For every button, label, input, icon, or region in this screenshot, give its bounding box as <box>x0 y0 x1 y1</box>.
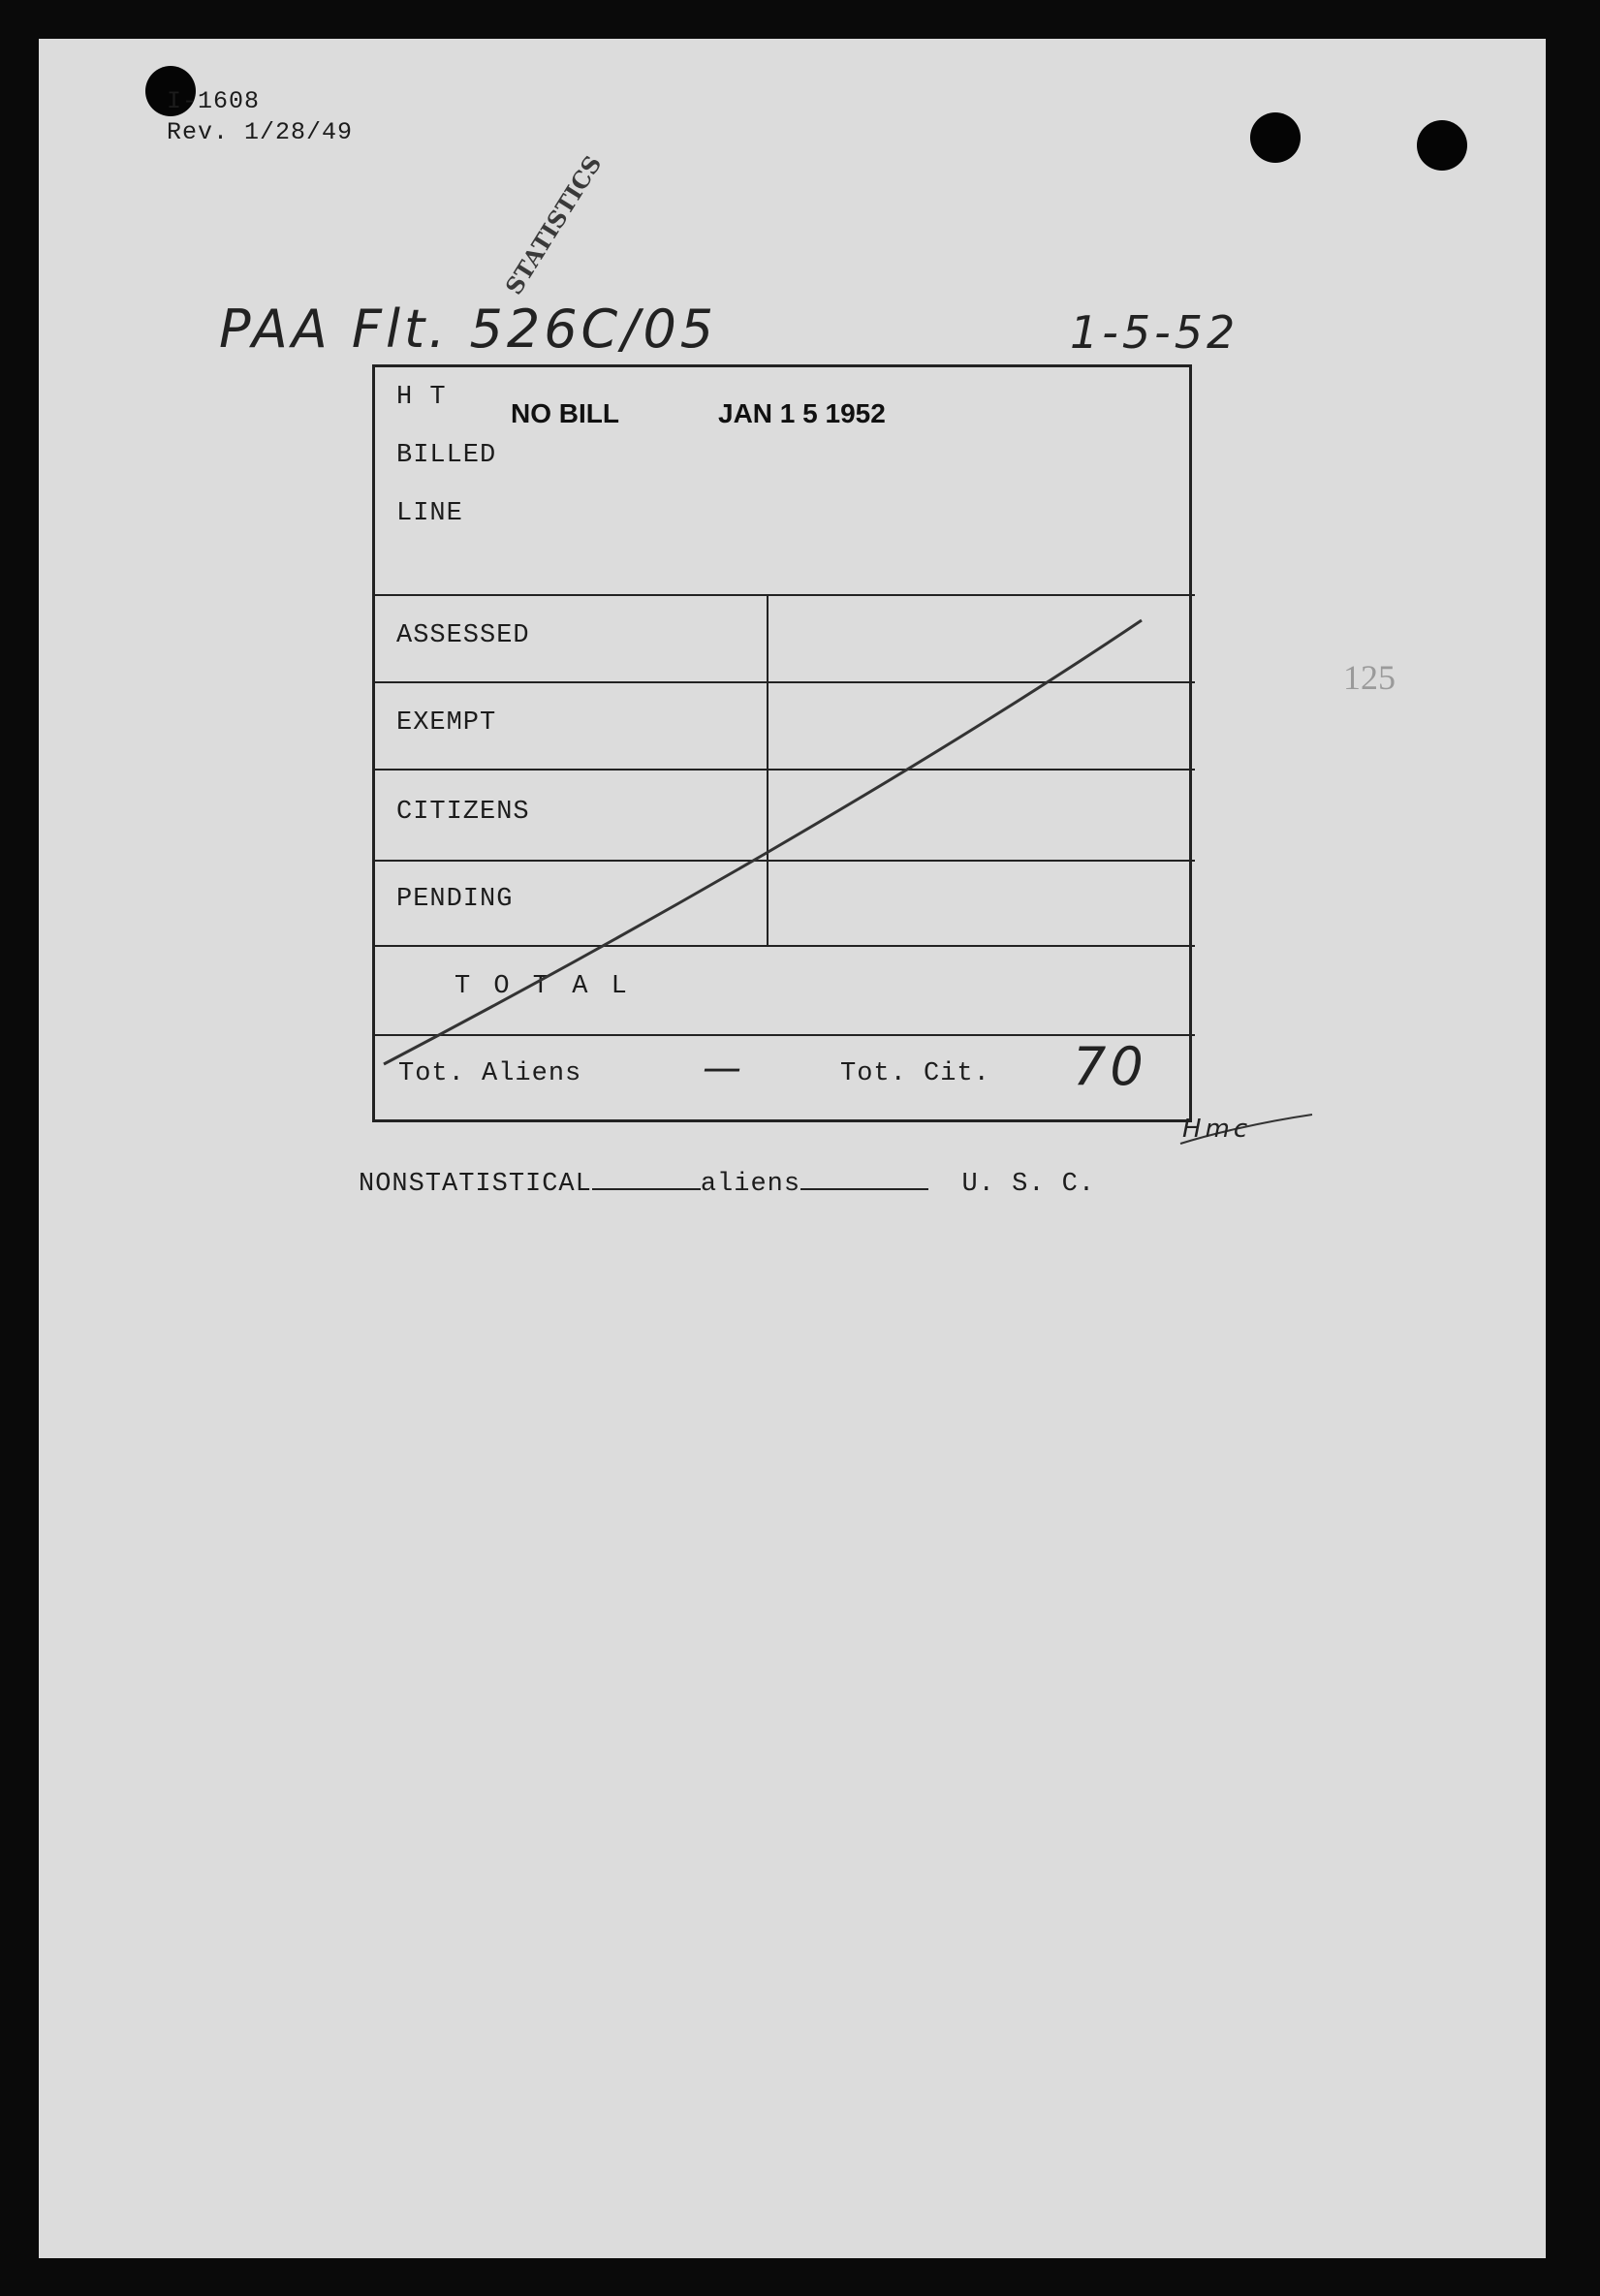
initials: Hmc <box>1182 1115 1252 1144</box>
tot-cit-label: Tot. Cit. <box>840 1059 990 1088</box>
form-revision: Rev. 1/28/49 <box>167 118 354 146</box>
row-total: T O T A L <box>455 972 631 1001</box>
row-citizens: CITIZENS <box>396 798 530 827</box>
aliens-label: aliens <box>700 1170 801 1199</box>
row-assessed: ASSESSED <box>396 621 530 650</box>
form-number: I-1608 <box>167 87 261 115</box>
tot-cit-value: 70 <box>1073 1036 1147 1097</box>
usc-label: U. S. C. <box>961 1170 1096 1199</box>
nonstatistical-blank <box>592 1163 701 1190</box>
nonstatistical-label: NONSTATISTICAL <box>359 1170 592 1199</box>
tot-aliens-label: Tot. Aliens <box>398 1059 582 1088</box>
header-row-ht: H T <box>396 383 447 412</box>
aliens-blank <box>800 1163 928 1190</box>
header-row-line: LINE <box>396 499 463 528</box>
nonstatistical-line <box>359 1163 1095 1199</box>
statistics-stamp: STATISTICS <box>499 150 608 299</box>
date-stamp: JAN 1 5 1952 <box>718 398 886 428</box>
page-number-stamp: 125 <box>1343 658 1396 697</box>
row-exempt: EXEMPT <box>396 708 497 738</box>
tot-aliens-value: — <box>703 1046 745 1090</box>
header-row-billed: BILLED <box>396 441 497 470</box>
diagonal-strike-line <box>39 39 1546 2258</box>
handwritten-flight: PAA Flt. 526C/05 <box>219 299 718 360</box>
no-bill-stamp: NO BILL <box>511 398 619 428</box>
document-page <box>39 39 1546 2258</box>
handwritten-date: 1-5-52 <box>1070 306 1239 359</box>
row-pending: PENDING <box>396 885 514 914</box>
